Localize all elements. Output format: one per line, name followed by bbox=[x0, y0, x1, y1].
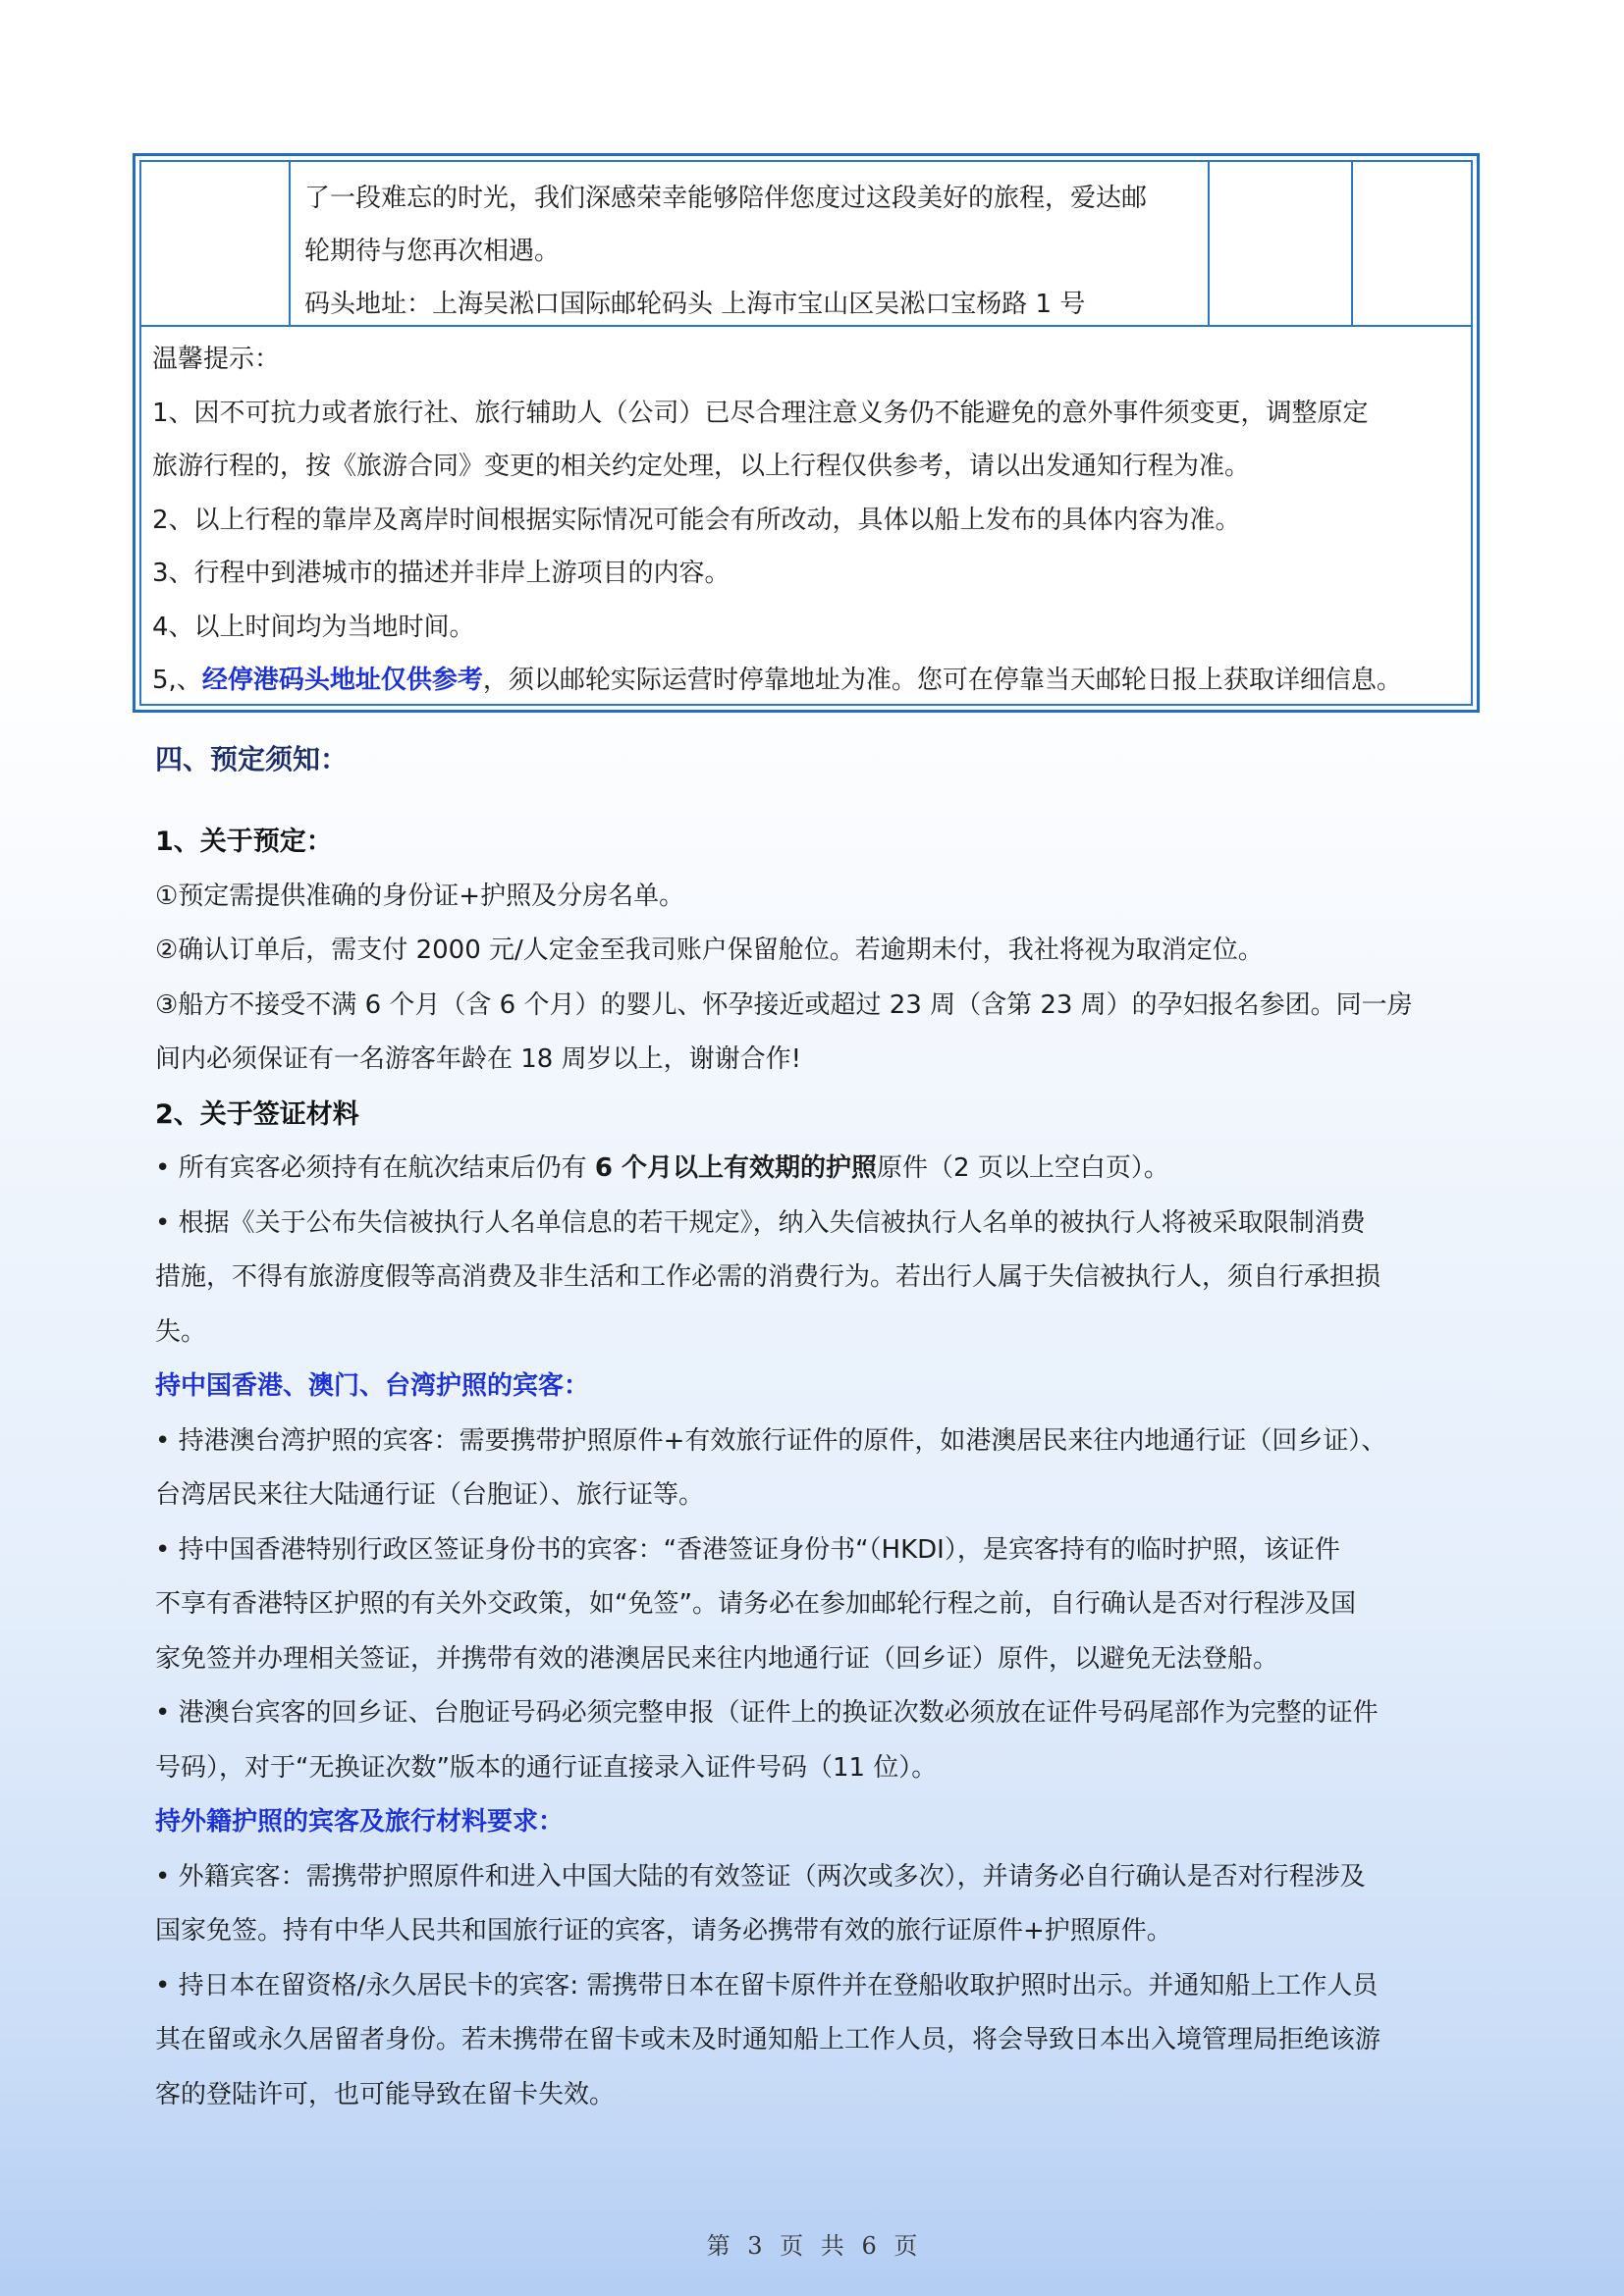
tip-item-5-prefix: 5,、 bbox=[152, 666, 202, 695]
page-number: 第 3 页 共 6 页 bbox=[706, 2232, 918, 2260]
hk-bullet-2-cont: 家免签并办理相关签证，并携带有效的港澳居民来往内地通行证（回乡证）原件，以避免无法登船。 bbox=[155, 1643, 1279, 1674]
section-title: 四、预定须知： bbox=[155, 743, 349, 775]
hk-bullet-3-cont: 号码），对于“无换证次数”版本的通行证直接录入证件号码（11 位）。 bbox=[155, 1752, 938, 1783]
tip-item-1-cont: 旅游行程的，按《旅游合同》变更的相关约定处理，以上行程仅供参考，请以出发通知行程为准。 bbox=[152, 452, 1251, 481]
visa-bullet-2: • 根据《关于公布失信被执行人名单信息的若干规定》，纳入失信被执行人名单的被执行人将被采取限制消费 bbox=[155, 1207, 1366, 1238]
foreign-bullet-1-cont: 国家免签。持有中华人民共和国旅行证的宾客，请务必携带有效的旅行证原件+护照原件。 bbox=[155, 1916, 1172, 1946]
visa-bullet-1-suffix: 原件（2 页以上空白页）。 bbox=[877, 1153, 1169, 1183]
booking-item-1: ①预定需提供准确的身份证+护照及分房名单。 bbox=[155, 881, 685, 911]
tip-item-4: 4、以上时间均为当地时间。 bbox=[152, 612, 475, 642]
visa-bullet-1-prefix: • 所有宾客必须持有在航次结束后仍有 bbox=[155, 1153, 595, 1183]
visa-bullet-1-bold: 6 个月以上有效期的护照 bbox=[594, 1153, 878, 1183]
tip-item-1: 1、因不可抗力或者旅行社、旅行辅助人（公司）已尽合理注意义务仍不能避免的意外事件须变更，调整原定 bbox=[152, 398, 1369, 428]
foreign-bullet-2-cont: 其在留或永久居留者身份。若未携带在留卡或未及时通知船上工作人员，将会导致日本出入境管理局拒绝该游 bbox=[155, 2025, 1381, 2055]
itinerary-text: 轮期待与您再次相遇。 bbox=[304, 237, 561, 266]
itinerary-table-frame bbox=[133, 153, 1480, 713]
table-cell-departure bbox=[1353, 162, 1471, 325]
hk-bullet-2-cont: 不享有香港特区护照的有关外交政策，如“免签”。请务必在参加邮轮行程之前，自行确认是否对行程涉及国 bbox=[155, 1589, 1356, 1619]
tip-item-5-highlight: 经停港码头地址仅供参考 bbox=[201, 666, 483, 695]
itinerary-text: 了一段难忘的时光，我们深感荣幸能够陪伴您度过这段美好的旅程，爱达邮 bbox=[304, 184, 1148, 213]
hk-bullet-1-cont: 台湾居民来往大陆通行证（台胞证）、旅行证等。 bbox=[155, 1480, 705, 1510]
hk-bullet-3: • 港澳台宾客的回乡证、台胞证号码必须完整申报（证件上的换证次数必须放在证件号码尾部作为完整的证件 bbox=[155, 1698, 1379, 1728]
tip-item-2: 2、以上行程的靠岸及离岸时间根据实际情况可能会有所改动，具体以船上发布的具体内容为准。 bbox=[152, 505, 1241, 535]
booking-item-3: ③船方不接受不满 6 个月（含 6 个月）的婴儿、怀孕接近或超过 23 周（含第 23 周）的孕妇报名参团。同一房 bbox=[155, 989, 1413, 1020]
pier-address: 码头地址：上海吴淞口国际邮轮码头 上海市宝山区吴淞口宝杨路 1 号 bbox=[304, 290, 1086, 319]
visa-bullet-2-cont: 措施，不得有旅游度假等高消费及非生活和工作必需的消费行为。若出行人属于失信被执行人，须自行承担损 bbox=[155, 1262, 1381, 1292]
visa-bullet-1 bbox=[155, 1142, 1471, 1197]
foreign-bullet-2: • 持日本在留资格/永久居民卡的宾客: 需携带日本在留卡原件并在登船收取护照时出示。并通知船上工作人员 bbox=[155, 1970, 1379, 2001]
hk-bullet-2: • 持中国香港特别行政区签证身份书的宾客：“香港签证身份书“（HKDI），是宾客持有的临时护照，该证件 bbox=[155, 1534, 1340, 1565]
warm-tips bbox=[141, 325, 1471, 704]
booking-heading: 1、关于预定： bbox=[155, 827, 333, 857]
foreign-bullet-2-cont: 客的登陆许可，也可能导致在留卡失效。 bbox=[155, 2079, 616, 2109]
table-cell-arrival bbox=[1210, 162, 1353, 325]
table-row bbox=[141, 162, 1471, 327]
table-cell-itinerary bbox=[291, 162, 1210, 325]
hk-bullet-1: • 持港澳台湾护照的宾客：需要携带护照原件+有效旅行证件的原件，如港澳居民来往内地通行证（回乡证）、 bbox=[155, 1425, 1387, 1456]
foreign-passport-heading: 持外籍护照的宾客及旅行材料要求： bbox=[155, 1807, 565, 1837]
hk-macau-taiwan-heading: 持中国香港、澳门、台湾护照的宾客： bbox=[155, 1371, 590, 1401]
tip-item-5-rest: ，须以邮轮实际运营时停靠地址为准。您可在停靠当天邮轮日报上获取详细信息。 bbox=[482, 666, 1402, 695]
visa-bullet-2-cont: 失。 bbox=[155, 1316, 207, 1347]
tip-item-5 bbox=[152, 654, 1471, 708]
table-cell-day bbox=[141, 162, 291, 325]
tips-title: 温馨提示： bbox=[152, 345, 281, 374]
booking-item-2: ②确认订单后，需支付 2000 元/人定金至我司账户保留舱位。若逾期未付，我社将视为取消定位。 bbox=[155, 935, 1264, 965]
itinerary-table bbox=[139, 160, 1473, 706]
foreign-bullet-1: • 外籍宾客：需携带护照原件和进入中国大陆的有效签证（两次或多次），并请务必自行确认是否对行程涉及 bbox=[155, 1861, 1366, 1892]
visa-heading: 2、关于签证材料 bbox=[155, 1098, 359, 1130]
booking-item-3-cont: 间内必须保证有一名游客年龄在 18 周岁以上，谢谢合作! bbox=[155, 1044, 802, 1074]
tip-item-3: 3、行程中到港城市的描述并非岸上游项目的内容。 bbox=[152, 559, 731, 588]
booking-notice bbox=[155, 732, 1471, 2122]
